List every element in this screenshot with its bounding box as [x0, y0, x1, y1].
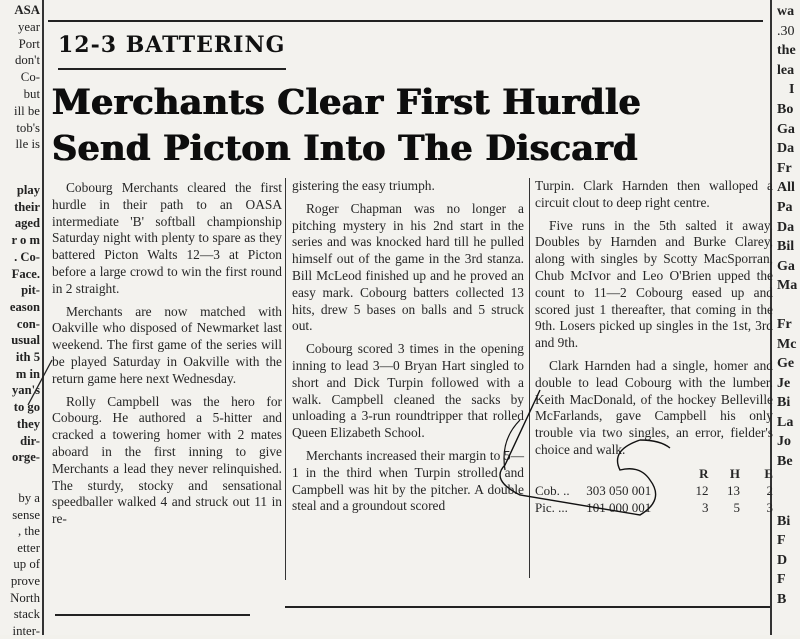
header-hits: H [729, 465, 740, 481]
team-name: Pic. ... [535, 499, 568, 515]
edge-text: Jo [777, 434, 791, 450]
edge-text: , the [17, 524, 40, 539]
paragraph: Cobourg scored 3 times in the opening inning to lead 3—0 Bryan Hart singled to short and Dick Turpin followed with a walk. Campbell cleaned the sacks by unloading a 3-run roundtripper that rolled Queen Elizabeth School. [292, 341, 524, 441]
hits: 5 [733, 499, 740, 515]
edge-text: Bil [777, 239, 795, 255]
edge-text: m in [15, 366, 40, 381]
edge-text: usual [11, 333, 40, 348]
innings: 101 000 001 [586, 499, 652, 515]
edge-text: North [10, 590, 40, 605]
edge-text: Da [777, 141, 795, 157]
edge-text: orge- [12, 450, 40, 465]
edge-text: Je [777, 375, 791, 391]
edge-text: Be [777, 454, 793, 470]
header-errors: E [764, 465, 774, 481]
edge-text: to go [13, 400, 40, 415]
edge-text: the [777, 43, 796, 59]
edge-text: La [777, 414, 794, 430]
edge-text: pit- [21, 283, 40, 298]
paragraph: Roger Chapman was no longer a pitching mystery in his 2nd start in the series and was knocked hard till he pulled himself out of the game in the 3rd stanza. Bill McLeod finished up and he proved an easy mark. Cobourg batters collected 13 hits, drew 5 bases on balls and 5 struck out. [292, 200, 524, 334]
edge-text: Da [777, 219, 795, 235]
paragraph: Clark Harnden had a single, homer and double to lead Cobourg with the lumber. Keith MacDonald, of the hockey Belleville McFarlands, gave Campbell his only trouble via two singles, an error, fielder's choice and walk. [535, 357, 773, 457]
top-rule [48, 20, 763, 22]
edge-text: Bi [777, 395, 791, 411]
kicker-underline [58, 68, 286, 70]
bottom-rule [285, 606, 770, 608]
edge-text: Mc [777, 336, 797, 352]
header-cell [535, 465, 586, 482]
edge-text: D [777, 552, 788, 568]
edge-text: don't [14, 53, 40, 68]
edge-text: wa [777, 4, 795, 19]
header-runs: R [699, 465, 709, 481]
left-edge-column-top [0, 2, 40, 153]
column-divider [529, 178, 530, 578]
right-edge-column [777, 2, 800, 610]
line-score-row [535, 482, 773, 499]
edge-text: All [777, 180, 795, 196]
paragraph: Merchants are now matched with Oakville who disposed of Newmarket last weekend. The first game of the series will be played Saturday in Oakville with the return game here next Wednesday. [52, 303, 282, 386]
headline-line-1: Merchants Clear First Hurdle [52, 82, 642, 123]
team-name: Cob. .. [535, 482, 570, 498]
edge-text: ASA [14, 3, 40, 17]
edge-text: year [17, 19, 40, 34]
paragraph: Rolly Campbell was the hero for Cobourg. He authored a 5-hitter and cracked a towering homer with 2 mates aboard in the first inning to give Merchants a lead they never relinquished. The sturdy, stocky and sensational speedballer walked 4 and struck out 11 in re- [52, 393, 282, 527]
column-divider [42, 0, 44, 635]
hits: 13 [726, 482, 740, 498]
edge-text: ill be [14, 103, 40, 118]
kicker: 12-3 BATTERING [58, 32, 286, 58]
edge-text: sense [12, 507, 40, 522]
edge-text: Bo [777, 101, 794, 117]
edge-text: by a [18, 491, 40, 505]
edge-text: lle is [15, 137, 40, 152]
edge-text: F [777, 572, 786, 588]
edge-text: .30 [777, 23, 795, 39]
edge-text: their [14, 199, 40, 214]
spacer [777, 296, 800, 315]
edge-text: etter [17, 540, 40, 555]
line-score-row [535, 499, 773, 516]
edge-text: Bi [777, 513, 791, 529]
article-column-3 [535, 178, 773, 516]
innings: 303 050 001 [586, 482, 652, 498]
bottom-rule [55, 614, 250, 616]
edge-text: r o m [11, 233, 40, 248]
edge-text: tob's [16, 120, 40, 135]
edge-text: con- [16, 316, 40, 331]
paragraph: Cobourg Merchants cleared the first hurdle in their path to an OASA intermediate 'B' softball championship Saturday night with plenty to spare as they battered Picton Walts 12—3 at Picton before a large crowd to win the first round in 2 straight. [52, 180, 282, 296]
edge-text: aged [14, 216, 40, 231]
paragraph: Five runs in the 5th salted it away. Doubles by Harnden and Burke Clarey, along with singles by Scotty MacSporran, Chub McIvor and Leo O'Brien upped the count to 11—2 Cobourg eased up and scored just 1 thereafter, that coming in the 9th. Losers picked up singles in the 1st, 3rd and 9th. [535, 217, 773, 351]
edge-text: prove [10, 573, 40, 588]
edge-text: Ga [777, 258, 795, 274]
edge-text: inter- [12, 623, 40, 638]
edge-text: Co- [20, 70, 40, 85]
edge-text: Ga [777, 121, 795, 137]
edge-text: ith 5 [15, 350, 40, 365]
article-column-1 [52, 180, 282, 534]
runs: 12 [695, 482, 709, 498]
header-cell [586, 465, 684, 482]
left-edge-column-middle [0, 182, 40, 466]
edge-text: B [777, 592, 787, 608]
edge-text: Fr [777, 160, 792, 176]
edge-text: . Co- [14, 249, 40, 264]
edge-text: Port [18, 36, 40, 51]
edge-text: lea [777, 62, 795, 78]
article-column-2 [292, 178, 524, 521]
edge-text: Ge [777, 356, 795, 372]
edge-text: they [16, 416, 40, 431]
edge-text: Pa [777, 199, 793, 215]
edge-text: but [23, 86, 40, 101]
edge-text: Fr [777, 316, 792, 332]
edge-text: F [777, 533, 786, 549]
headline-line-2: Send Picton Into The Discard [52, 128, 638, 169]
edge-text: up of [13, 557, 40, 572]
edge-text: dir- [20, 433, 40, 448]
spacer [777, 472, 800, 512]
edge-text: Ma [777, 278, 798, 294]
edge-text: stack [13, 607, 40, 622]
edge-text: eason [9, 299, 40, 314]
line-score-header [535, 465, 773, 482]
left-edge-column-bottom [0, 490, 40, 639]
edge-text: play [16, 183, 40, 197]
errors: 3 [766, 499, 774, 515]
paragraph-continuation: gistering the easy triumph. [292, 178, 435, 193]
paragraph-continuation: Turpin. Clark Harnden then walloped a circuit clout to deep right centre. [535, 178, 773, 210]
column-divider [285, 178, 286, 580]
paragraph: Merchants increased their margin to 5—1 in the third when Turpin strolled and Campbell was hit by the pitcher. A double steal and a groundout scored [292, 447, 524, 514]
errors: 2 [766, 482, 774, 498]
runs: 3 [702, 499, 709, 515]
line-score [535, 465, 773, 516]
edge-text: yan's [12, 383, 40, 398]
edge-text: I [789, 82, 795, 98]
edge-text: Face. [11, 266, 40, 281]
